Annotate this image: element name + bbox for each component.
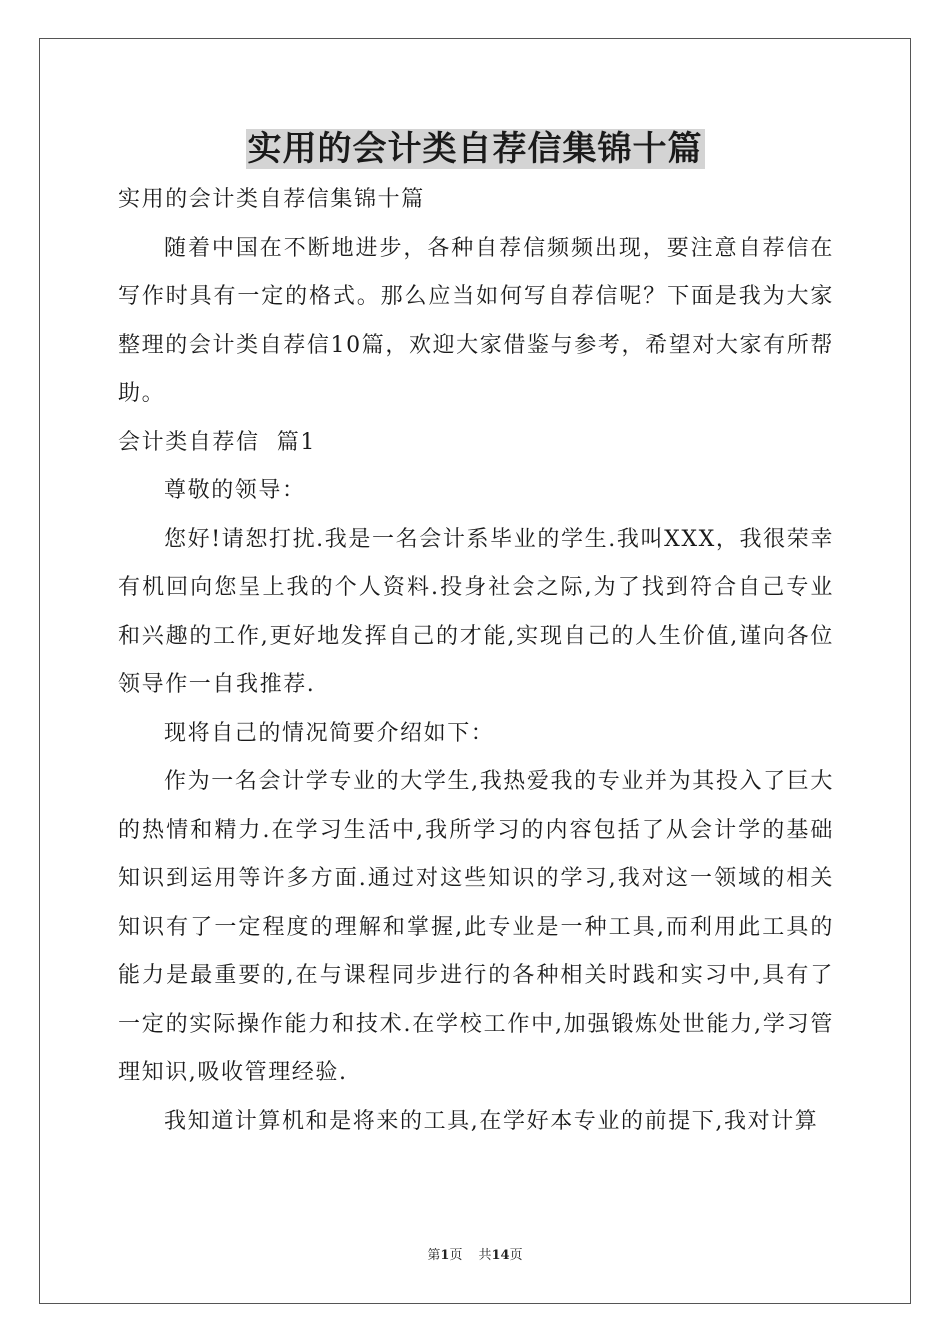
footer-page-number: 1 (440, 1248, 450, 1263)
paragraph: 作为一名会计学专业的大学生,我热爱我的专业并为其投入了巨大的热情和精力.在学习生活中,我所学习的内容包括了从会计学的基础知识到运用等许多方面.通过对这些知识的学习,我对这一领域的相关知识有了一定程度的理解和掌握,此专业是一种工具,而利用此工具的能力是最重要的,在与课程同步进行的各种相关时践和实习中,具有了一定的实际操作能力和技术.在学校工作中,加强锻炼处世能力,学习管理知识,吸收管理经验. (118, 769, 834, 1085)
document-body (118, 176, 834, 1146)
document-title (0, 126, 950, 172)
document-title-text: 实用的会计类自荐信集锦十篇 (247, 129, 703, 169)
footer-total-prefix: 共 (478, 1248, 492, 1263)
footer-page-prefix: 第 (427, 1248, 441, 1263)
footer-total-suffix: 页 (509, 1248, 523, 1263)
paragraph: 您好!请恕打扰.我是一名会计系毕业的学生.我叫XXX，我很荣幸有机回向您呈上我的个人资料.投身社会之际,为了找到符合自己专业和兴趣的工作,更好地发挥自己的才能,实现自己的人生价值,谨向各位领导作一自我推荐. (118, 526, 834, 697)
paragraph: 我知道计算机和是将来的工具,在学好本专业的前提下,我对计算 (164, 1108, 819, 1134)
section-heading: 会计类自荐信 篇1 (118, 429, 316, 455)
footer-total-pages: 14 (491, 1248, 510, 1263)
paragraph: 随着中国在不断地进步，各种自荐信频频出现，要注意自荐信在写作时具有一定的格式。那么应当如何写自荐信呢？下面是我为大家整理的会计类自荐信10篇，欢迎大家借鉴与参考，希望对大家有所帮助。 (118, 235, 834, 406)
paragraph: 现将自己的情况简要介绍如下： (164, 720, 495, 746)
paragraph: 实用的会计类自荐信集锦十篇 (118, 187, 425, 212)
footer-page-suffix: 页 (449, 1248, 463, 1263)
paragraph: 尊敬的领导： (164, 478, 306, 503)
page-footer (0, 1247, 950, 1265)
